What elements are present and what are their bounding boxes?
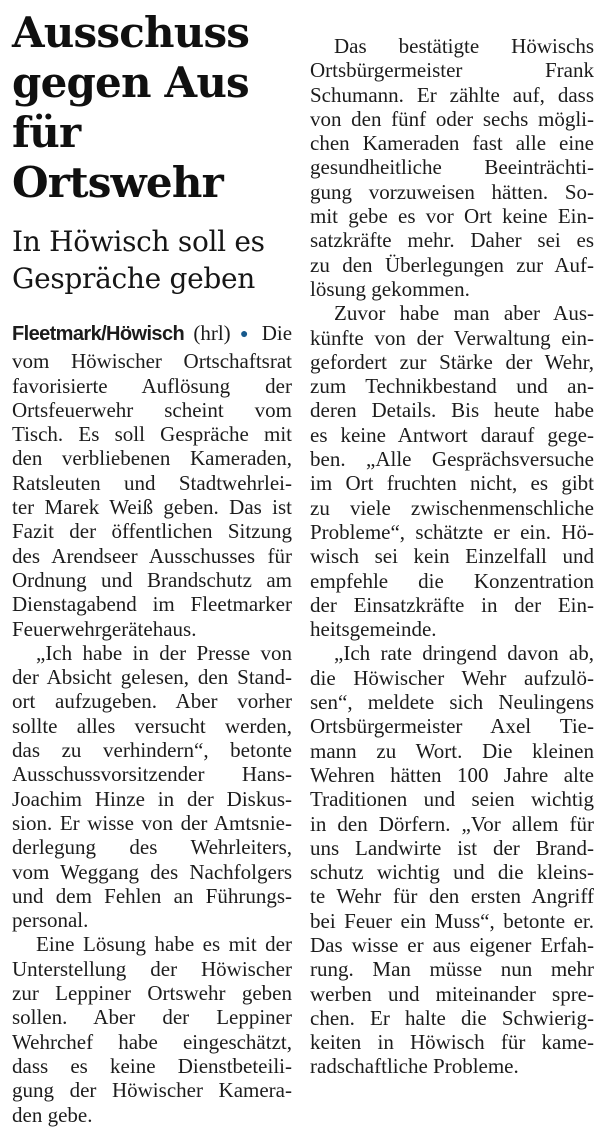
text-line: Unterstellung der Höwischer [12,956,292,981]
subhead-line: Gespräche geben [12,262,256,295]
text-line: zu den Überlegungen zur Auf- [310,252,594,277]
text-line: ort aufzugeben. Aber vorher [12,689,292,714]
text-line: der Einsatzkräfte in der Ein- [310,592,594,617]
text-line: Tisch. Es soll Gespräche mit [12,422,292,447]
text-line: Ausschussvorsitzender Hans- [12,762,292,787]
text-line: ter Marek Weiß geben. Das ist [12,495,292,520]
dateline-lead-text: Die [261,321,293,345]
text-line: sen“, meldete sich Neulingens [310,690,594,715]
subhead-line: In Höwisch soll es [12,225,265,258]
text-line: satzkräfte mehr. Daher sei es [310,228,594,253]
text-line: von den fünf oder sechs mögli- [310,106,594,131]
text-line: Ortsbürgermeister Frank [310,58,594,83]
text-line: in den Dörfern. „Vor allem für [310,811,594,836]
text-line: mann zu Wort. Die kleinen [310,738,594,763]
column-left [12,8,293,1127]
text-line: Ratsleuten und Stadtwehrlei- [12,470,292,495]
text-line: radschaftliche Probleme. [310,1054,519,1079]
text-line: der Absicht gelesen, den Stand- [12,665,292,690]
subhead [12,223,292,297]
headline [12,8,292,208]
paragraph [310,641,594,1078]
text-line: zur Leppiner Ortswehr geben [12,981,292,1006]
text-line: die Höwischer Wehr aufzulö- [310,665,594,690]
text-line: Joachim Hinze in der Diskus- [12,786,292,811]
text-line: Traditionen und seien wichtig [310,787,594,812]
text-line: uns Landwirte ist der Brand- [310,835,594,860]
text-line: Ortsbürgermeister Axel Tie- [310,714,594,739]
dateline-credit: (hrl) [193,321,231,345]
text-line: personal. [12,908,89,933]
text-line: vom Weggang des Nachfolgers [12,859,292,884]
text-line: „Ich habe in der Presse von [36,640,292,665]
text-line: favorisierte Auflösung der [12,373,292,398]
text-line: den verbliebenen Kameraden, [12,446,292,471]
text-line: dass es keine Dienstbeteili- [12,1053,292,1078]
paragraph [310,34,594,301]
column-right [310,8,594,1086]
dateline-bullet-icon: ● [239,327,253,342]
text-line: des Arendseer Ausschusses für [12,543,292,568]
article-body-right [310,34,594,1079]
text-line: Wehrchef habe eingeschätzt, [12,1029,292,1054]
paragraph [310,301,594,641]
article-body-left [12,321,292,1127]
text-line: künfte von der Verwaltung ein- [310,325,594,350]
text-line: gesundheitliche Beeinträchti- [310,155,594,180]
text-line: sollte alles versucht werden, [12,713,292,738]
paragraph [12,321,292,641]
paragraph [12,932,292,1126]
text-line: Zuvor habe man aber Aus- [334,301,594,326]
text-line: lösung gekommen. [310,276,470,301]
text-line: chen Kameraden fast alle eine [310,131,594,156]
text-line: Ortsfeuerwehr scheint vom [12,397,292,422]
text-line: deren Details. Bis heute habe [310,398,594,423]
headline-line: Ausschuss [12,8,250,57]
text-line: Eine Lösung habe es mit der [36,932,292,957]
text-line: Schumann. Er zählte auf, dass [310,82,594,107]
text-line: das zu verhindern“, betonte [12,738,292,763]
text-line: rung. Man müsse nun mehr [310,957,594,982]
text-line: zum Technikbestand und an- [310,374,594,399]
text-line: gung vorzuweisen hätten. So- [310,179,594,204]
text-line: im Ort fruchten nicht, es gibt [310,471,594,496]
text-line: schutz wichtig und die kleins- [310,860,594,885]
paragraph [12,641,292,933]
text-line: gung der Höwischer Kamera- [12,1078,292,1103]
text-line: heitsgemeinde. [310,617,437,642]
text-line: mit gebe es vor Ort keine Ein- [310,204,594,229]
text-line: Fazit der öffentlichen Sitzung [12,519,292,544]
text-line: sion. Er wisse von der Amtsnie- [12,810,292,835]
headline-line: gegen Aus [12,58,249,107]
text-line: Dienstagabend im Fleetmarker [12,592,292,617]
text-line: te Wehr für den ersten Angriff [310,884,594,909]
text-line: chen. Er halte die Schwierig- [310,1005,594,1030]
text-line: Ordnung und Brandschutz am [12,567,292,592]
text-line: ben. „Alle Gesprächsversuche [310,447,594,472]
text-line: Das wisse er aus eigener Erfah- [310,932,594,957]
text-line: Feuerwehrgerätehaus. [12,616,197,641]
text-line: keiten in Höwisch für kame- [310,1030,594,1055]
headline-line: für Ortswehr [12,108,223,207]
text-line: wisch sei kein Einzelfall und [310,544,594,569]
dateline-location: Fleetmark/Höwisch [12,323,185,345]
text-line: empfehle die Konzentration [310,568,594,593]
text-line: zu viele zwischenmenschliche [310,495,594,520]
text-line: werben und miteinander spre- [310,981,594,1006]
text-line: „Ich rate dringend davon ab, [334,641,594,666]
text-line: es keine Antwort darauf gege- [310,422,594,447]
text-line: derlegung des Wehrleiters, [12,835,292,860]
text-line: vom Höwischer Ortschaftsrat [12,349,292,374]
text-line: bei Feuer ein Muss“, betonte er. [310,908,594,933]
text-line: Probleme“, schätzte er ein. Hö- [310,519,594,544]
text-line: gefordert zur Stärke der Wehr, [310,349,594,374]
text-line: und dem Fehlen an Führungs- [12,883,292,908]
dateline [12,321,292,349]
text-line: sollen. Aber der Leppiner [12,1005,292,1030]
text-line: Wehren hätten 100 Jahre alte [310,762,594,787]
text-line: den gebe. [12,1102,93,1127]
text-line: Das bestätigte Höwischs [334,34,594,58]
